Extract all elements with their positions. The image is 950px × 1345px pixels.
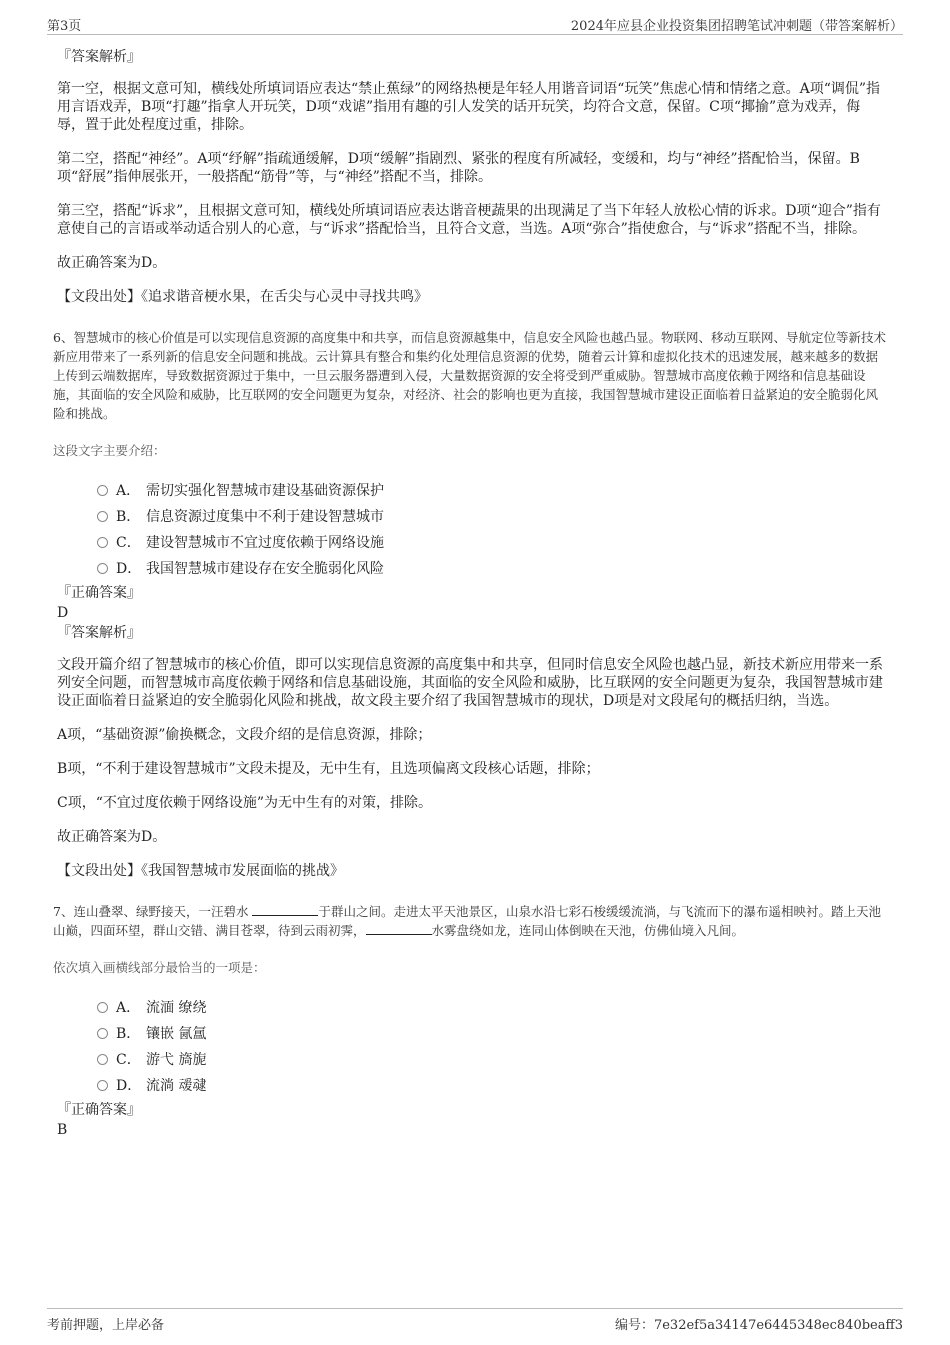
q6-options <box>97 478 887 582</box>
page-footer <box>47 1308 903 1331</box>
q6-option-c[interactable]: C． 建设智慧城市不宜过度依赖于网络设施 <box>97 530 887 556</box>
q5-analysis-para: 第二空，搭配“神经”。A项“纾解”指疏通缓解，D项“缓解”指剧烈、紧张的程度有所减轻，变缓和，均与“神经”搭配恰当，保留。B项“舒展”指伸展张开，一般搭配“筋骨”等，与“神经”搭配不当，排除。 <box>57 151 860 185</box>
q6-analysis-tag: 『答案解析』 <box>57 625 141 641</box>
q5-conclusion: 故正确答案为D。 <box>57 255 167 271</box>
radio-icon[interactable] <box>97 1054 108 1065</box>
q6-prompt: 这段文字主要介绍： <box>53 443 166 458</box>
radio-icon[interactable] <box>97 1080 108 1091</box>
q7-option-a[interactable]: A． 流湎 缭绕 <box>97 995 887 1021</box>
q7-prompt: 依次填入画横线部分最恰当的一项是： <box>53 960 266 975</box>
document-title: 2024年应县企业投资集团招聘笔试冲刺题（带答案解析） <box>570 19 903 34</box>
q6-analysis-para: 文段开篇介绍了智慧城市的核心价值，即可以实现信息资源的高度集中和共享，但同时信息安全风险也越凸显，新技术新应用带来一系列安全问题，而智慧城市高度依赖于网络和信息基础设施，其面临的安全风险和威胁，比互联网的安全问题更为复杂，我国智慧城市建设正面临着日益紧迫的安全脆弱化风险和挑战，故文段主要介绍了我国智慧城市的现状，D项是对文段尾句的概括归纳，当选。 <box>57 657 883 709</box>
q6-conclusion: 故正确答案为D。 <box>57 829 167 845</box>
page-number: 第3页 <box>47 19 82 34</box>
q6-source: 【文段出处】《我国智慧城市发展面临的挑战》 <box>57 863 344 879</box>
q7-option-d[interactable]: D． 流淌 叆叇 <box>97 1073 887 1099</box>
q6-analysis-para: A项，“基础资源”偷换概念，文段介绍的是信息资源，排除； <box>57 727 432 743</box>
radio-icon[interactable] <box>97 511 108 522</box>
q6-stem: 6、智慧城市的核心价值是可以实现信息资源的高度集中和共享，而信息资源越集中，信息安全风险也越凸显。物联网、移动互联网、导航定位等新技术新应用带来了一系列新的信息安全问题和挑战。云计算具有整合和集约化处理信息资源的优势，随着云计算和虚拟化技术的迅速发展，越来越多的数据上传到云端数据库，导致数据资源过于集中，一旦云服务器遭到入侵，大量数据资源的安全将受到严重威胁。智慧城市高度依赖于网络和信息基础设施，其面临的安全风险和威胁，比互联网的安全问题更为复杂，对经济、社会的影响也更为直接，我国智慧城市建设正面临着日益紧迫的安全脆弱化风险和挑战。 <box>53 330 886 421</box>
q7-option-c[interactable]: C． 游弋 旖旎 <box>97 1047 887 1073</box>
radio-icon[interactable] <box>97 537 108 548</box>
q6-option-d[interactable]: D． 我国智慧城市建设存在安全脆弱化风险 <box>97 556 887 582</box>
q6-correct-tag: 『正确答案』 <box>57 585 141 601</box>
q6-correct-answer: D <box>57 605 69 621</box>
q7-stem: 7、连山叠翠、绿野接天，一汪碧水 于群山之间。走进太平天池景区，山泉水沿七彩石梭缓缓流淌，与飞流而下的瀑布遥相映衬。踏上天池山巅，四面环望，群山交错、满目苍翠，待到云雨初霁， 水雾盘绕如龙，连同山体倒映在天池，仿佛仙境入凡间。 <box>53 904 881 938</box>
q6-option-a[interactable]: A． 需切实强化智慧城市建设基础资源保护 <box>97 478 887 504</box>
radio-icon[interactable] <box>97 563 108 574</box>
q5-source: 【文段出处】《追求谐音梗水果，在舌尖与心灵中寻找共鸣》 <box>57 289 428 305</box>
q6-analysis-para: B项，“不利于建设智慧城市”文段未提及，无中生有，且选项偏离文段核心话题，排除； <box>57 761 600 777</box>
footer-slogan: 考前押题，上岸必备 <box>47 1318 165 1333</box>
q7-correct-tag: 『正确答案』 <box>57 1102 141 1118</box>
radio-icon[interactable] <box>97 1028 108 1039</box>
fill-blank <box>366 923 432 935</box>
q7-correct-answer: B <box>57 1122 68 1138</box>
q5-analysis-para: 第三空，搭配“诉求”，且根据文意可知，横线处所填词语应表达谐音梗蔬果的出现满足了当下年轻人放松心情的诉求。D项“迎合”指有意使自己的言语或举动适合别人的心意，与“诉求”搭配恰当，且符合文意，当选。A项“弥合”指使愈合，与“诉求”搭配不当，排除。 <box>57 203 881 237</box>
radio-icon[interactable] <box>97 1002 108 1013</box>
fill-blank <box>252 904 318 916</box>
q5-analysis-tag: 『答案解析』 <box>57 49 141 65</box>
radio-icon[interactable] <box>97 485 108 496</box>
q7-option-b[interactable]: B． 镶嵌 氤氲 <box>97 1021 887 1047</box>
q7-options <box>97 995 887 1099</box>
page-content <box>53 46 887 1139</box>
page-header <box>47 14 903 35</box>
q6-analysis-para: C项，“不宜过度依赖于网络设施”为无中生有的对策，排除。 <box>57 795 433 811</box>
q6-option-b[interactable]: B． 信息资源过度集中不利于建设智慧城市 <box>97 504 887 530</box>
document-id: 编号：7e32ef5a34147e6445348ec840beaff3 <box>614 1318 903 1333</box>
q5-analysis-para: 第一空，根据文意可知，横线处所填词语应表达“禁止蕉绿”的网络热梗是年轻人用谐音词语“玩笑”焦虑心情和情绪之意。A项“调侃”指用言语戏弄，B项“打趣”指拿人开玩笑，D项“戏谑”指用有趣的引人发笑的话开玩笑，均符合文意，保留。C项“揶揄”意为戏弄，侮辱，置于此处程度过重，排除。 <box>57 81 881 133</box>
